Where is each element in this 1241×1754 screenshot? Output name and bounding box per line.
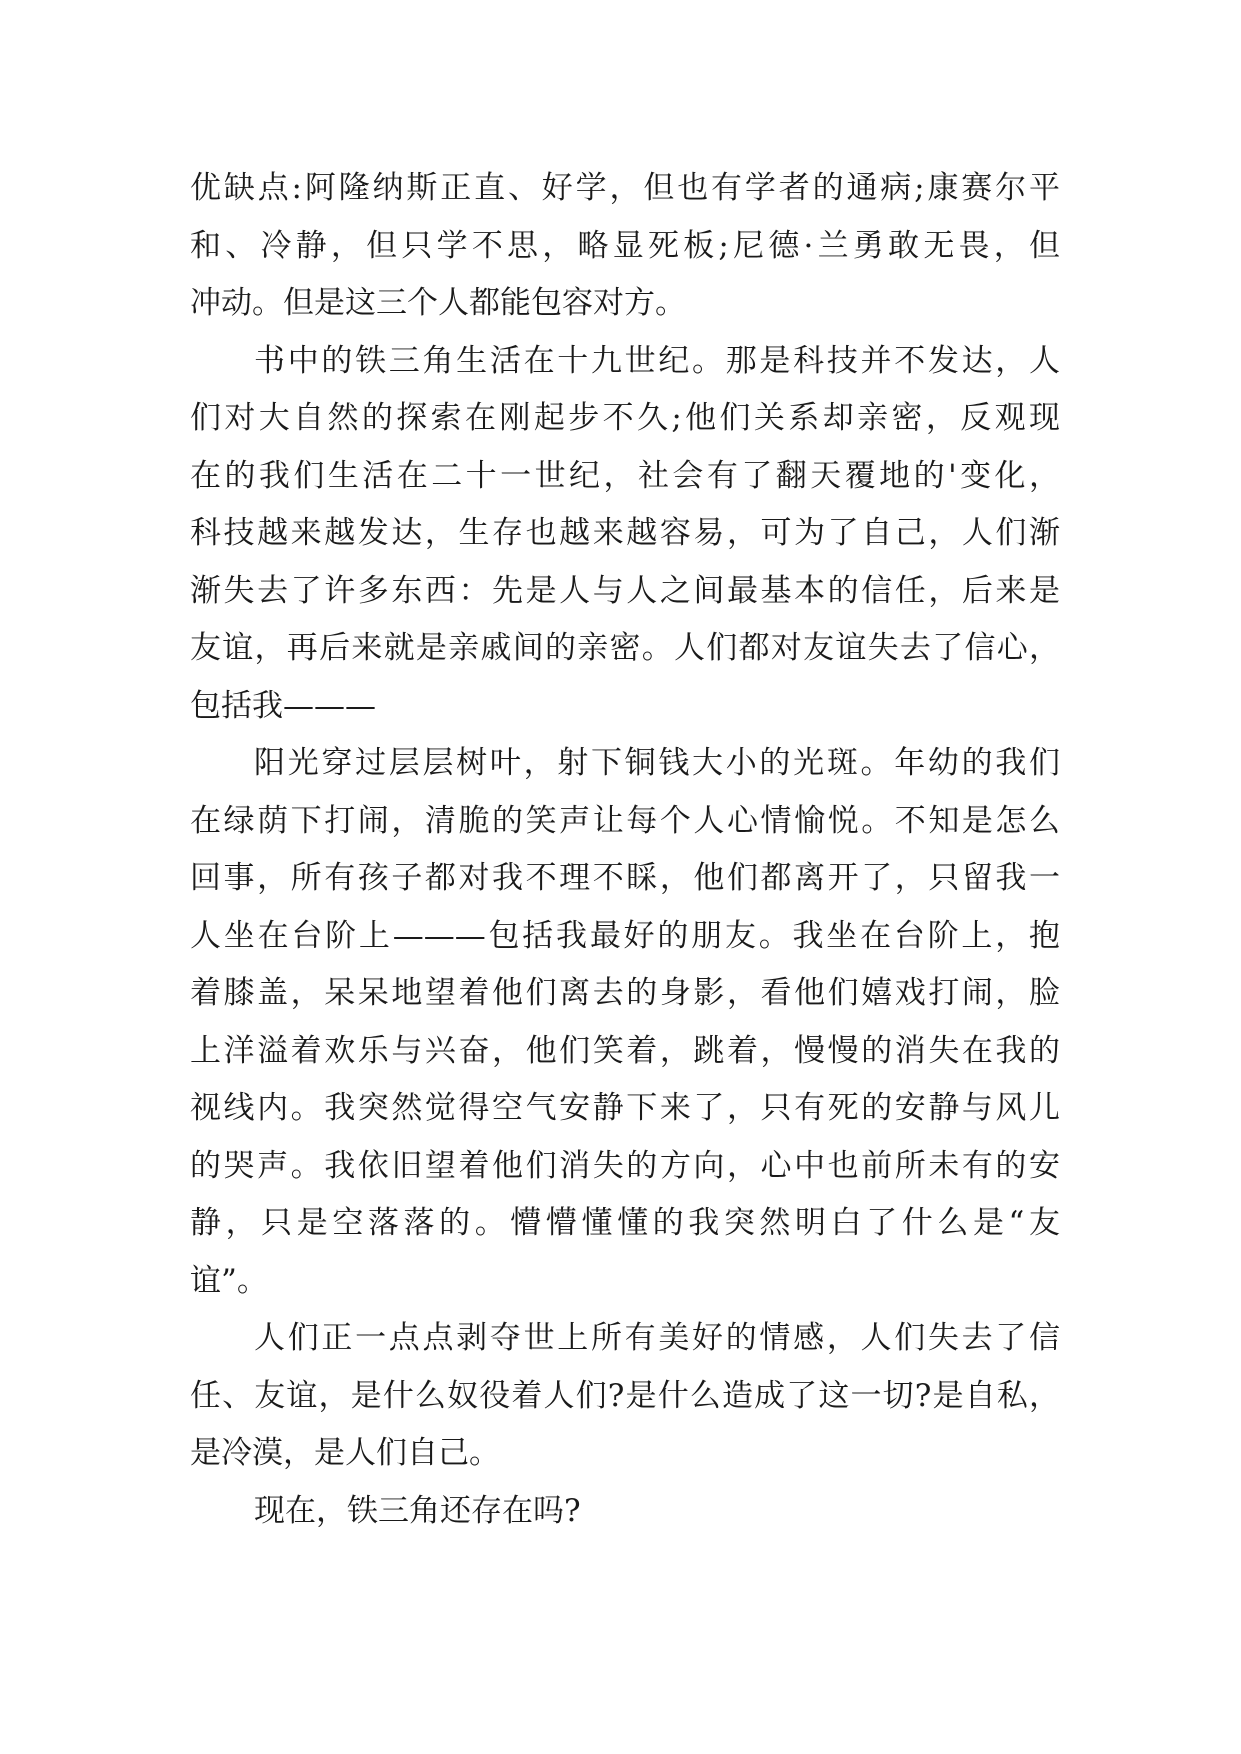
text-line: 们对大自然的探索在刚起步不久;他们关系却亲密，反观现 [190, 400, 1060, 436]
paragraph-1 [190, 160, 1060, 333]
text-line: 人们正一点点剥夺世上所有美好的情感，人们失去了信 [254, 1320, 1060, 1356]
text-line: 任、友谊，是什么奴役着人们?是什么造成了这一切?是自私， [190, 1377, 1060, 1414]
text-line: 回事，所有孩子都对我不理不睬，他们都离开了，只留我一 [190, 860, 1060, 896]
text-line: 阳光穿过层层树叶，射下铜钱大小的光斑。年幼的我们 [254, 745, 1060, 781]
text-line: 的哭声。我依旧望着他们消失的方向，心中也前所未有的安 [190, 1147, 1060, 1184]
paragraph-5 [190, 1483, 1060, 1541]
text-line: 是冷漠，是人们自己。 [190, 1435, 500, 1471]
text-line: 着膝盖，呆呆地望着他们离去的身影，看他们嬉戏打闹，脸 [190, 975, 1060, 1011]
paragraph-2 [190, 333, 1060, 736]
paragraph-4 [190, 1310, 1060, 1483]
text-line: 人坐在台阶上———包括我最好的朋友。我坐在台阶上，抱 [190, 917, 1060, 954]
text-line: 上洋溢着欢乐与兴奋，他们笑着，跳着，慢慢的消失在我的 [190, 1032, 1060, 1069]
text-line: 书中的铁三角生活在十九世纪。那是科技并不发达，人 [254, 342, 1060, 379]
text-line: 在绿荫下打闹，清脆的笑声让每个人心情愉悦。不知是怎么 [190, 802, 1060, 839]
paragraph-3 [190, 735, 1060, 1310]
text-line: 科技越来越发达，生存也越来越容易，可为了自己，人们渐 [190, 515, 1060, 551]
body-text [190, 160, 1060, 1540]
text-line: 包括我——— [190, 687, 376, 724]
text-line: 谊”。 [190, 1262, 268, 1299]
text-line: 视线内。我突然觉得空气安静下来了，只有死的安静与风儿 [190, 1090, 1060, 1126]
text-line: 冲动。但是这三个人都能包容对方。 [190, 285, 686, 321]
text-line: 优缺点:阿隆纳斯正直、好学，但也有学者的通病;康赛尔平 [190, 170, 1060, 206]
text-line: 友谊，再后来就是亲戚间的亲密。人们都对友谊失去了信心， [190, 630, 1060, 666]
text-line: 和、冷静，但只学不思，略显死板;尼德·兰勇敢无畏，但 [190, 227, 1060, 264]
text-line: 渐失去了许多东西：先是人与人之间最基本的信任，后来是 [190, 572, 1060, 609]
text-line: 在的我们生活在二十一世纪，社会有了翻天覆地的'变化， [190, 457, 1060, 494]
text-line: 现在，铁三角还存在吗? [254, 1492, 581, 1529]
text-line: 静，只是空落落的。懵懵懂懂的我突然明白了什么是“友 [190, 1205, 1060, 1241]
